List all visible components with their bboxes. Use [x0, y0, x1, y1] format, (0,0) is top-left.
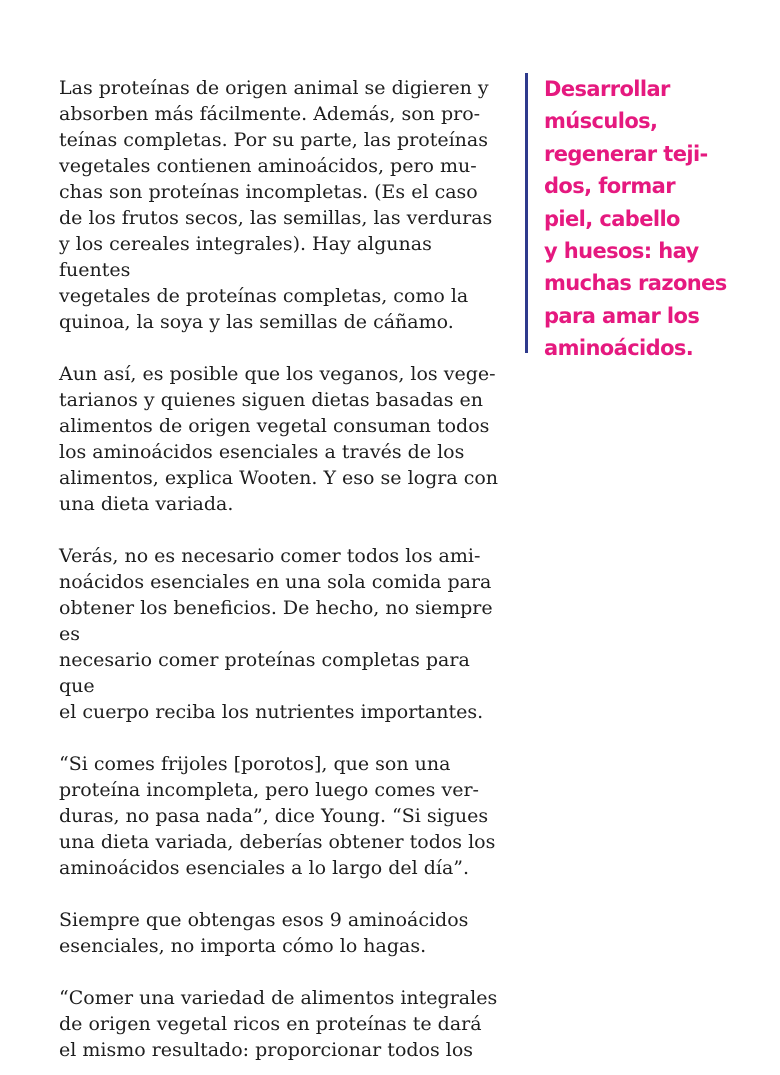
pull-quote: [525, 73, 755, 361]
article-paragraph-5: Siempre que obtengas esos 9 aminoácidos esenciales, no importa cómo lo hagas.: [59, 909, 469, 957]
article-body: [59, 75, 504, 1063]
article-paragraph-2: Aun así, es posible que los veganos, los vege- tarianos y quienes siguen dietas basadas en alimentos de origen vegetal consuman todos los aminoácidos esenciales a través de los alimentos, explica Wooten. Y eso se logra con una dieta variada.: [59, 363, 499, 515]
pull-quote-text: Desarrollar músculos, regenerar teji- dos, formar piel, cabello y huesos: hay muchas razones para amar los aminoácidos.: [544, 77, 727, 361]
article-paragraph-4: “Si comes frijoles [porotos], que son una proteína incompleta, pero luego comes ver- duras, no pasa nada”, dice Young. “Si sigues una dieta variada, deberías obtener todos los aminoácidos esenciales a lo largo del día”.: [59, 753, 496, 879]
article-paragraph-1: Las proteínas de origen animal se digieren y absorben más fácilmente. Además, son pro- teínas completas. Por su parte, las proteínas vegetales contienen aminoácidos, pero mu- chas son proteínas incompletas. (Es el caso de los frutos secos, las semillas, las verduras y los cereales integrales). Hay algunas fuentes vegetales de proteínas completas, como la quinoa, la soya y las semillas de cáñamo.: [59, 77, 493, 333]
article-paragraph-6: “Comer una variedad de alimentos integrales de origen vegetal ricos en proteínas te dará el mismo resultado: proporcionar todos los: [59, 987, 498, 1061]
article-paragraph-3: Verás, no es necesario comer todos los ami- noácidos esenciales en una sola comida para obtener los beneficios. De hecho, no siempre es necesario comer proteínas completas para que el cuerpo reciba los nutrientes importantes.: [59, 545, 493, 723]
